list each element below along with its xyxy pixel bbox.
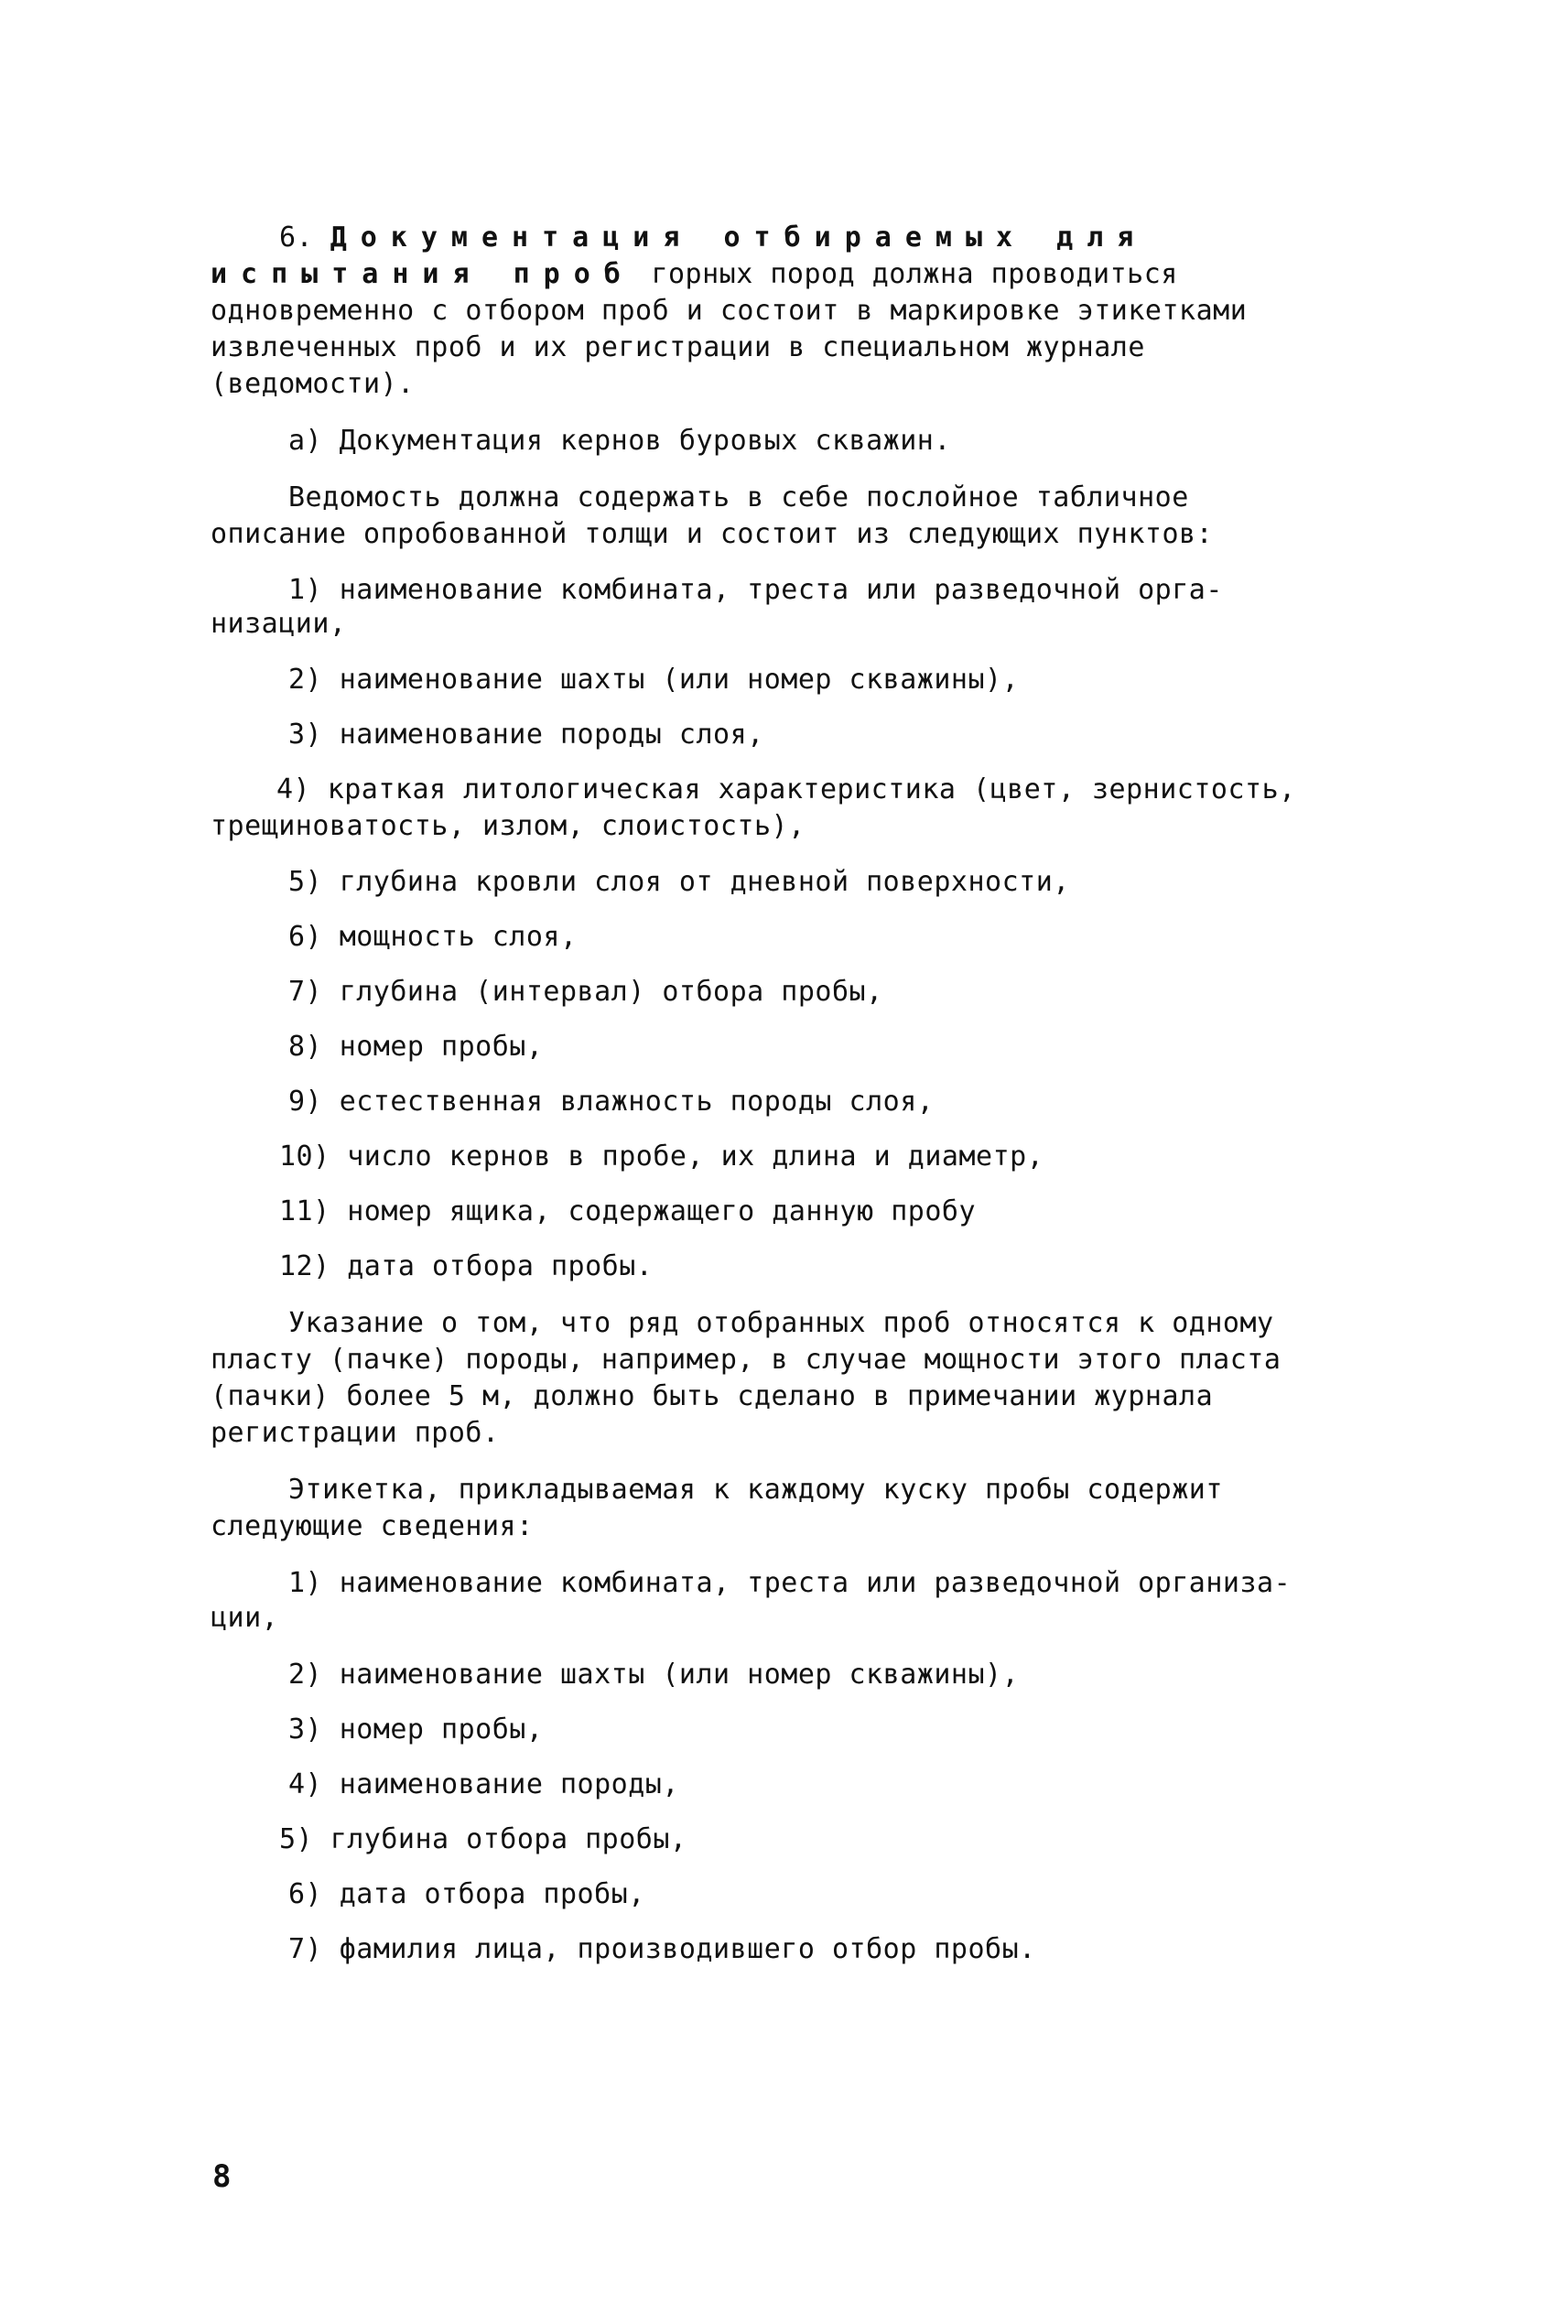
paragraph-line: пласту (пачке) породы, например, в случае мощности этого пласта xyxy=(211,1344,1281,1376)
list-item: 4) краткая литологическая характеристика (цвет, зернистость, xyxy=(276,773,1296,805)
section-heading-line-2 xyxy=(211,256,1391,293)
list-item-continuation: низации, xyxy=(211,608,347,640)
list-item: 6) дата отбора пробы, xyxy=(288,1878,645,1910)
list-item: 7) глубина (интервал) отбора пробы, xyxy=(288,976,883,1008)
paragraph-line: (пачки) более 5 м, должно быть сделано в примечании журнала xyxy=(211,1380,1214,1412)
list-item: 9) естественная влажность породы слоя, xyxy=(288,1086,935,1118)
paragraph-line: (ведомости). xyxy=(211,368,415,400)
page-number: 8 xyxy=(212,2158,232,2195)
list-item: 8) номер пробы, xyxy=(288,1031,544,1063)
list-item: 6) мощность слоя, xyxy=(288,921,578,953)
section-heading-line-1 xyxy=(279,220,1460,256)
list-item: 1) наименование комбината, треста или разведочной орга- xyxy=(288,574,1223,606)
section-number: 6. xyxy=(279,222,314,254)
paragraph-line: Указание о том, что ряд отобранных проб относятся к одному xyxy=(288,1307,1274,1339)
list-item-continuation: ции, xyxy=(211,1602,279,1634)
list-item: 2) наименование шахты (или номер скважины), xyxy=(288,664,1020,696)
paragraph-line: Ведомость должна содержать в себе послойное табличное xyxy=(288,481,1189,513)
list-item-continuation: трещиноватость, излом, слоистость), xyxy=(211,810,806,842)
section-text: горных пород должна проводиться xyxy=(651,258,1178,290)
paragraph-line: описание опробованной толщи и состоит из следующих пунктов: xyxy=(211,518,1214,550)
paragraph-line: извлеченных проб и их регистрации в специальном журнале xyxy=(211,331,1145,363)
paragraph-line: Этикетка, прикладываемая к каждому куску пробы содержит xyxy=(288,1474,1223,1506)
paragraph-line: следующие сведения: xyxy=(211,1510,534,1542)
list-item: 1) наименование комбината, треста или разведочной организа- xyxy=(288,1567,1292,1599)
list-item: 4) наименование породы, xyxy=(288,1768,679,1800)
subsection-heading: а) Документация кернов буровых скважин. xyxy=(288,425,951,457)
list-item: 10) число кернов в пробе, их длина и диаметр, xyxy=(279,1140,1044,1173)
list-item: 12) дата отбора пробы. xyxy=(279,1250,654,1282)
list-item: 7) фамилия лица, производившего отбор пробы. xyxy=(288,1933,1036,1965)
list-item: 3) наименование породы слоя, xyxy=(288,719,764,751)
paragraph-line: регистрации проб. xyxy=(211,1417,500,1449)
list-item: 2) наименование шахты (или номер скважины), xyxy=(288,1659,1020,1691)
list-item: 11) номер ящика, содержащего данную пробу xyxy=(279,1195,977,1227)
section-title-spaced: Документация отбираемых для xyxy=(330,222,1148,254)
paragraph-line: одновременно с отбором проб и состоит в маркировке этикетками xyxy=(211,295,1248,327)
list-item: 3) номер пробы, xyxy=(288,1713,544,1746)
section-title-spaced-2: испытания проб xyxy=(211,258,634,290)
list-item: 5) глубина кровли слоя от дневной поверхности, xyxy=(288,866,1070,898)
list-item: 5) глубина отбора пробы, xyxy=(279,1823,687,1855)
